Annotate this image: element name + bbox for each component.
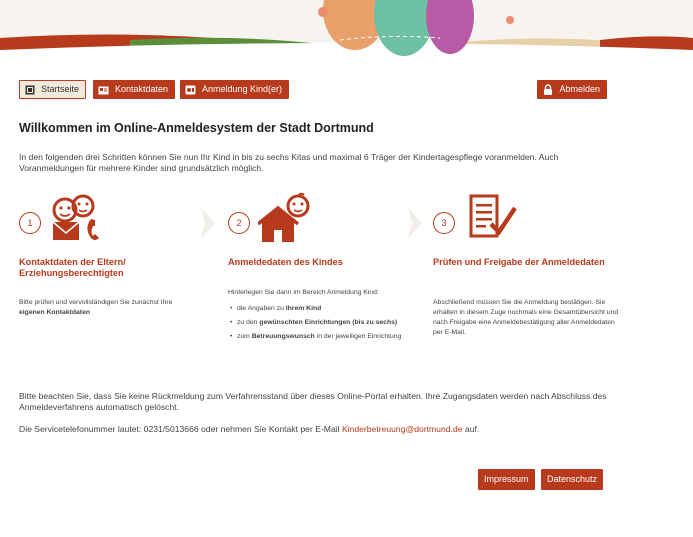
step-description: Abschließend müssen Sie die Anmeldung bestätigen. Sie erhalten in diesem Zuge nochmals eine Gesamtübersicht und nach Freigabe eine Anmeldebestätigung aller Anmeldedaten per E-Mail.: [433, 299, 619, 336]
step-description-text: Hinterlegen Sie dann im Bereich Anmeldung Kind:: [228, 289, 379, 296]
chevron-right-icon: [201, 208, 215, 238]
chevron-right-icon: [408, 208, 422, 238]
step-number: 3: [433, 212, 455, 234]
list-item: • zum Betreuungswunsch in der jeweiligen Einrichtung: [228, 332, 418, 342]
service-suffix: auf.: [462, 424, 480, 434]
step-title: Prüfen und Freigabe der Anmeldedaten: [433, 257, 605, 267]
step-number: 2: [228, 212, 250, 234]
contact-card-icon: [98, 84, 109, 95]
child-house-icon: [258, 192, 318, 244]
intro-text: In den folgenden drei Schritten können Sie nun Ihr Kind in bis zu sechs Kitas und maximal 6 Träger der Kindertagespflege voranmelden. Auch Voranmeldungen für mehrere Kinder sind grundsätzlich möglich.: [19, 152, 559, 173]
home-icon: [24, 84, 35, 95]
step-description-text: Bitte prüfen und vervollständigen Sie zunächst Ihre: [19, 299, 173, 306]
nav-child-registration-button[interactable]: [180, 80, 289, 99]
step-description: [19, 298, 209, 318]
impressum-button[interactable]: Impressum: [478, 469, 535, 490]
header-banner: [0, 0, 693, 62]
families-illustration: [0, 0, 693, 62]
child-registration-icon: [185, 84, 196, 95]
step-title: Kontaktdaten der Eltern/ Erziehungsberechtigten: [19, 257, 126, 278]
email-link[interactable]: Kinderbetreuung@dortmund.de: [341, 424, 463, 434]
datenschutz-button[interactable]: Datenschutz: [541, 469, 603, 490]
main-nav: [19, 80, 607, 100]
nav-child-label: Anmeldung Kind(er): [202, 84, 283, 94]
step-description-bold: eigenen Kontaktdaten: [19, 309, 90, 316]
service-contact-text: [19, 424, 619, 435]
nav-contact-label: Kontaktdaten: [115, 84, 169, 94]
logout-button[interactable]: [537, 80, 607, 99]
nav-home-label: Startseite: [41, 84, 80, 94]
parents-contact-icon: [49, 192, 109, 244]
step-bullet-list: [228, 304, 418, 342]
nav-contact-button[interactable]: [93, 80, 175, 99]
checklist-icon: [463, 192, 523, 244]
page-title: Willkommen im Online-Anmeldesystem der Stadt Dortmund: [19, 121, 374, 135]
list-item: • die Angaben zu Ihrem Kind: [228, 304, 418, 314]
logout-label: Abmelden: [559, 84, 600, 94]
step-description: [228, 288, 418, 346]
list-item: • zu den gewünschten Einrichtungen (bis zu sechs): [228, 318, 418, 328]
step-title: Anmeldedaten des Kindes: [228, 257, 343, 267]
notice-text: Bitte beachten Sie, dass Sie keine Rückmeldung zum Verfahrensstand über dieses Online-Portal erhalten. Ihre Zugangsdaten werden nach Abschluss des Anmeldeverfahrens automatisch gelöscht.: [19, 391, 607, 412]
lock-icon: [542, 84, 553, 95]
service-prefix: Die Servicetelefonummer lautet: 0231/5013666 oder nehmen Sie Kontakt per E-Mail: [19, 424, 342, 434]
nav-home-button[interactable]: [19, 80, 86, 99]
step-number: 1: [19, 212, 41, 234]
